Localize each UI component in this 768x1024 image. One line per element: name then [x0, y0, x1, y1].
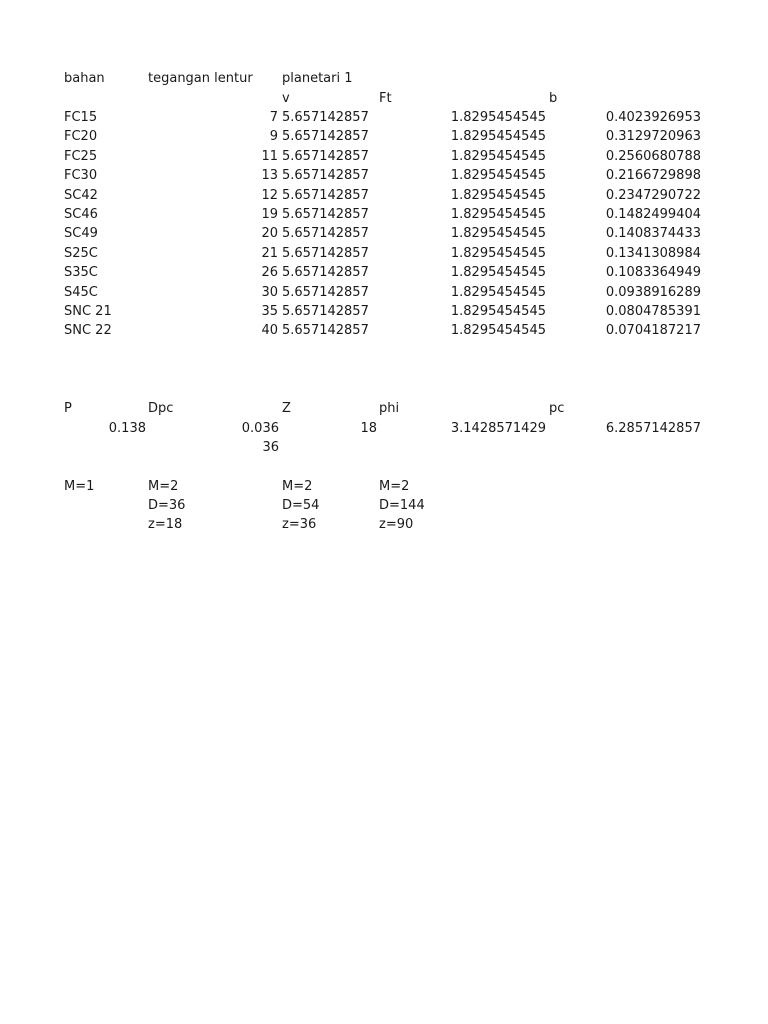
- module-col2-line3[interactable]: z=18: [148, 517, 183, 532]
- table-row: [0, 186, 768, 205]
- cell-b[interactable]: 0.0804785391: [605, 304, 701, 319]
- table-row: [0, 321, 768, 340]
- module-row-1: [0, 477, 768, 496]
- table-row: [0, 127, 768, 146]
- header-phi[interactable]: phi: [379, 401, 400, 416]
- cell-v[interactable]: 5.657142857: [282, 265, 369, 281]
- cell-v[interactable]: 5.657142857: [282, 245, 369, 261]
- cell-tegangan[interactable]: 20: [261, 226, 278, 242]
- header-pc[interactable]: pc: [549, 401, 565, 416]
- cell-tegangan[interactable]: 9: [269, 129, 278, 145]
- params-extra-row: [0, 438, 768, 457]
- table-row: [0, 108, 768, 127]
- table-row: [0, 244, 768, 263]
- header-row: [0, 69, 768, 88]
- table-row: [0, 147, 768, 166]
- cell-b[interactable]: 0.2347290722: [605, 187, 701, 203]
- cell-bahan[interactable]: FC25: [64, 148, 98, 164]
- header-v[interactable]: v: [282, 91, 290, 106]
- header-bahan[interactable]: bahan: [64, 71, 105, 86]
- cell-ft[interactable]: 1.8295454545: [450, 245, 546, 261]
- table-row: [0, 205, 768, 224]
- params-header-row: [0, 399, 768, 418]
- cell-v[interactable]: 5.657142857: [282, 129, 369, 145]
- value-extra[interactable]: 36: [262, 440, 279, 455]
- cell-ft[interactable]: 1.8295454545: [450, 323, 546, 339]
- cell-ft[interactable]: 1.8295454545: [450, 304, 546, 319]
- module-col4-line3[interactable]: z=90: [379, 517, 414, 532]
- cell-b[interactable]: 0.1482499404: [605, 207, 701, 222]
- table-row: [0, 283, 768, 302]
- header-tegangan-lentur[interactable]: tegangan lentur: [148, 71, 253, 86]
- cell-v[interactable]: 5.657142857: [282, 187, 369, 203]
- cell-bahan[interactable]: S25C: [64, 245, 98, 261]
- header-dpc[interactable]: Dpc: [148, 401, 174, 416]
- module-col2-line2[interactable]: D=36: [148, 498, 186, 513]
- cell-v[interactable]: 5.657142857: [282, 148, 369, 164]
- cell-b[interactable]: 0.2560680788: [605, 148, 701, 164]
- cell-ft[interactable]: 1.8295454545: [450, 168, 546, 184]
- value-p[interactable]: 0.138: [108, 421, 146, 436]
- cell-ft[interactable]: 1.8295454545: [450, 148, 546, 164]
- module-col3-line3[interactable]: z=36: [282, 517, 317, 532]
- cell-v[interactable]: 5.657142857: [282, 207, 369, 222]
- cell-v[interactable]: 5.657142857: [282, 284, 369, 300]
- cell-v[interactable]: 5.657142857: [282, 110, 369, 125]
- cell-bahan[interactable]: SC42: [64, 187, 98, 203]
- cell-bahan[interactable]: FC15: [64, 110, 98, 125]
- cell-v[interactable]: 5.657142857: [282, 323, 369, 339]
- cell-bahan[interactable]: SC49: [64, 226, 98, 242]
- module-row-2: [0, 496, 768, 515]
- cell-ft[interactable]: 1.8295454545: [450, 265, 546, 281]
- module-col1-line1[interactable]: M=1: [64, 479, 95, 494]
- cell-tegangan[interactable]: 30: [261, 284, 278, 300]
- cell-ft[interactable]: 1.8295454545: [450, 207, 546, 222]
- cell-v[interactable]: 5.657142857: [282, 226, 369, 242]
- cell-b[interactable]: 0.0938916289: [605, 284, 701, 300]
- cell-b[interactable]: 0.4023926953: [605, 110, 701, 125]
- cell-b[interactable]: 0.2166729898: [605, 168, 701, 184]
- cell-bahan[interactable]: SNC 21: [64, 304, 112, 319]
- header-z[interactable]: Z: [282, 401, 291, 416]
- cell-bahan[interactable]: FC20: [64, 129, 98, 145]
- value-phi[interactable]: 3.1428571429: [450, 421, 546, 436]
- module-col4-line1[interactable]: M=2: [379, 479, 410, 494]
- cell-tegangan[interactable]: 19: [261, 207, 278, 222]
- header-planetari[interactable]: planetari 1: [282, 71, 353, 86]
- table-row: [0, 224, 768, 243]
- cell-tegangan[interactable]: 40: [261, 323, 278, 339]
- cell-bahan[interactable]: S45C: [64, 284, 98, 300]
- value-z[interactable]: 18: [360, 421, 377, 436]
- header-row-2: [0, 89, 768, 108]
- cell-bahan[interactable]: SNC 22: [64, 323, 112, 339]
- cell-tegangan[interactable]: 35: [261, 304, 278, 319]
- module-col2-line1[interactable]: M=2: [148, 479, 179, 494]
- cell-ft[interactable]: 1.8295454545: [450, 284, 546, 300]
- table-row: [0, 166, 768, 185]
- params-values-row: [0, 419, 768, 438]
- header-b[interactable]: b: [549, 91, 558, 106]
- cell-ft[interactable]: 1.8295454545: [450, 110, 546, 125]
- cell-b[interactable]: 0.1083364949: [605, 265, 701, 281]
- module-col3-line2[interactable]: D=54: [282, 498, 320, 513]
- cell-b[interactable]: 0.1341308984: [605, 245, 701, 261]
- cell-tegangan[interactable]: 13: [261, 168, 278, 184]
- cell-tegangan[interactable]: 7: [269, 110, 278, 125]
- header-p[interactable]: P: [64, 401, 72, 416]
- cell-ft[interactable]: 1.8295454545: [450, 129, 546, 145]
- module-col4-line2[interactable]: D=144: [379, 498, 425, 513]
- module-col3-line1[interactable]: M=2: [282, 479, 313, 494]
- cell-b[interactable]: 0.3129720963: [605, 129, 701, 145]
- header-ft[interactable]: Ft: [379, 91, 392, 106]
- cell-bahan[interactable]: FC30: [64, 168, 98, 184]
- table-row: [0, 302, 768, 321]
- cell-v[interactable]: 5.657142857: [282, 168, 369, 184]
- cell-tegangan[interactable]: 26: [261, 265, 278, 281]
- value-pc[interactable]: 6.2857142857: [605, 421, 701, 436]
- cell-tegangan[interactable]: 11: [261, 148, 278, 164]
- cell-tegangan[interactable]: 12: [261, 187, 278, 203]
- module-row-3: [0, 515, 768, 534]
- cell-b[interactable]: 0.0704187217: [605, 323, 701, 339]
- cell-ft[interactable]: 1.8295454545: [450, 226, 546, 242]
- table-row: [0, 263, 768, 282]
- cell-bahan[interactable]: SC46: [64, 207, 98, 222]
- cell-v[interactable]: 5.657142857: [282, 304, 369, 319]
- cell-bahan[interactable]: S35C: [64, 265, 98, 281]
- cell-b[interactable]: 0.1408374433: [605, 226, 701, 242]
- cell-ft[interactable]: 1.8295454545: [450, 187, 546, 203]
- cell-tegangan[interactable]: 21: [261, 245, 278, 261]
- value-dpc[interactable]: 0.036: [241, 421, 279, 436]
